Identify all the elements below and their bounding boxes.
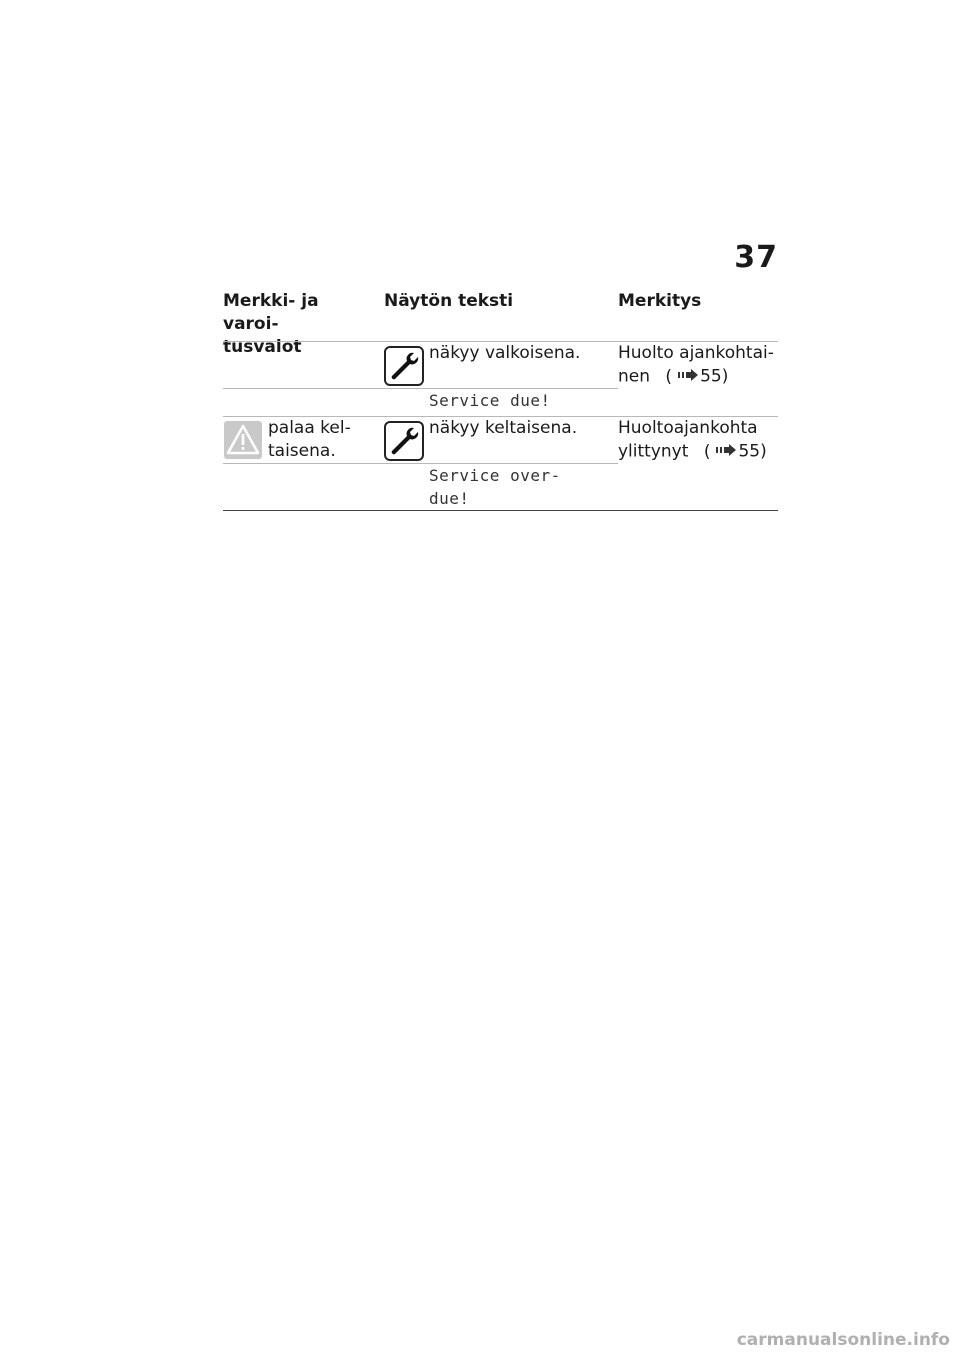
row1-display-state: näkyy valkoisena. bbox=[429, 343, 581, 363]
table-bottom-rule bbox=[223, 510, 778, 511]
row1-display-message: Service due! bbox=[429, 391, 551, 410]
row2-display-state: näkyy keltaisena. bbox=[429, 418, 578, 438]
header-meaning: Merkitys bbox=[618, 291, 702, 311]
row2-meaning-line2 bbox=[618, 440, 767, 464]
row2-meaning-line1: Huoltoajankohta bbox=[618, 418, 758, 438]
row1-meaning-text: nen bbox=[618, 366, 651, 387]
wrench-icon bbox=[384, 421, 424, 465]
row1-meaning-line1: Huolto ajankohtai- bbox=[618, 343, 774, 363]
row2-ref-open: ( bbox=[703, 441, 711, 462]
row2-display-message: Service over- due! bbox=[429, 466, 561, 508]
header-indicator-lights: Merkki- ja varoi- tusvalot bbox=[223, 291, 319, 357]
reference-arrow-icon bbox=[678, 365, 698, 388]
warning-triangle-icon bbox=[224, 421, 262, 463]
row2-indicator-text: palaa kel- taisena. bbox=[268, 418, 351, 461]
watermark: carmanualsonline.info bbox=[736, 1330, 950, 1350]
row2-ref-page-link[interactable]: 55) bbox=[738, 441, 767, 462]
page-number: 37 bbox=[734, 240, 778, 275]
row1-meaning-line2 bbox=[618, 365, 728, 389]
wrench-icon bbox=[384, 346, 424, 390]
row1-ref-page-link[interactable]: 55) bbox=[700, 366, 729, 387]
row1-inner-divider bbox=[223, 388, 618, 389]
reference-arrow-icon bbox=[716, 440, 736, 463]
row1-ref-open: ( bbox=[665, 366, 673, 387]
header-display-text: Näytön teksti bbox=[384, 291, 514, 311]
row2-meaning-text: ylittynyt bbox=[618, 441, 689, 462]
